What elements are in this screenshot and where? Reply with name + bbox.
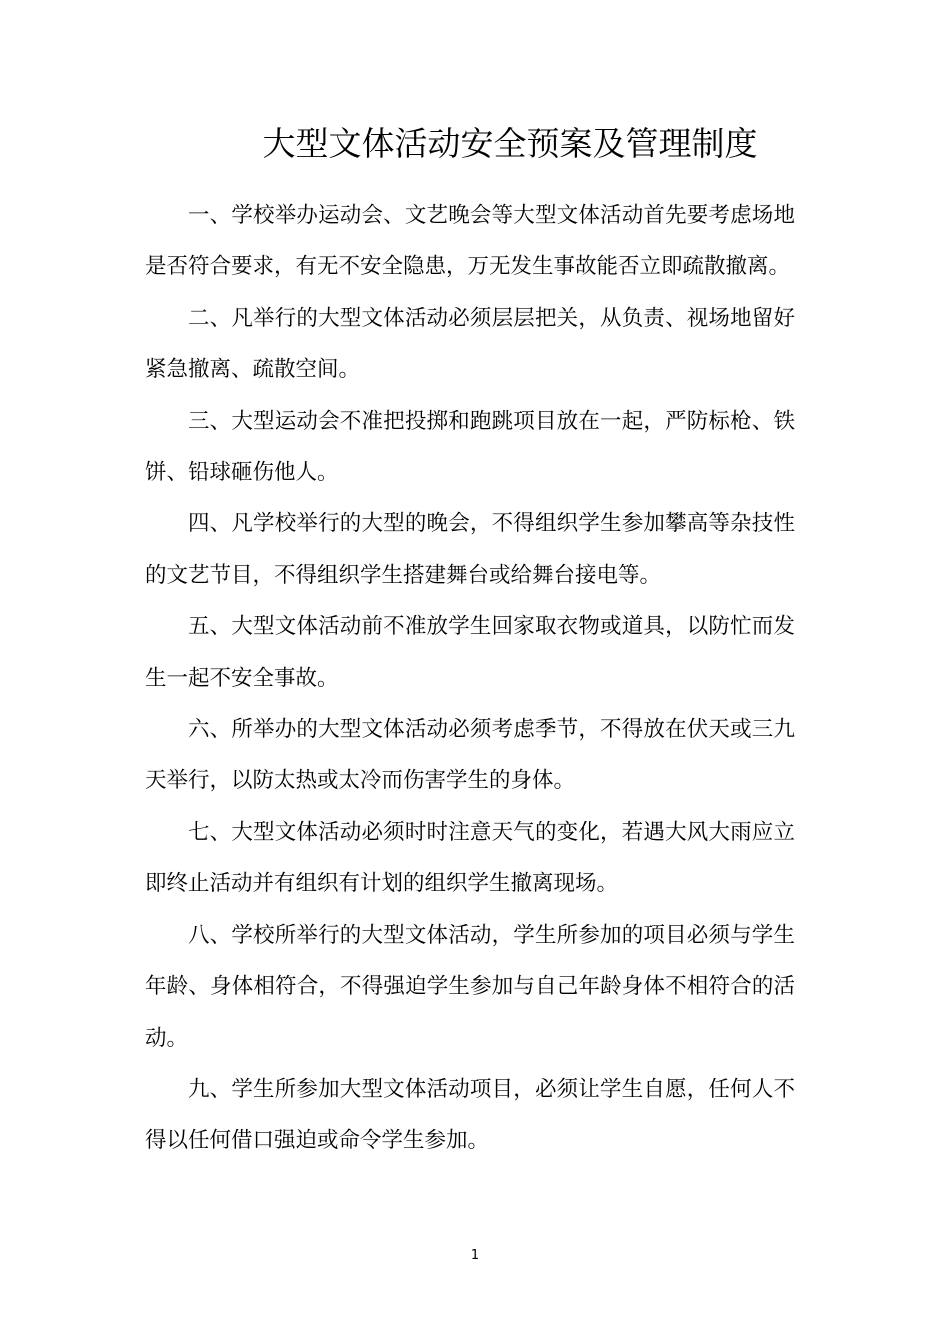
page-number: 1 bbox=[470, 1248, 480, 1263]
paragraph-8: 八、学校所举行的大型文体活动，学生所参加的项目必须与学生年龄、身体相符合，不得强迫学生参加与自己年龄身体不相符合的活动。 bbox=[145, 922, 795, 1051]
document-title: 大型文体活动安全预案及管理制度 bbox=[262, 124, 758, 163]
paragraph-5: 五、大型文体活动前不准放学生回家取衣物或道具，以防忙而发生一起不安全事故。 bbox=[145, 614, 795, 691]
paragraph-1: 一、学校举办运动会、文艺晚会等大型文体活动首先要考虑场地是否符合要求，有无不安全隐患，万无发生事故能否立即疏散撤离。 bbox=[145, 203, 795, 280]
paragraph-9: 九、学生所参加大型文体活动项目，必须让学生自愿，任何人不得以任何借口强迫或命令学生参加。 bbox=[145, 1076, 795, 1154]
document-body bbox=[145, 190, 795, 1167]
paragraph-3: 三、大型运动会不准把投掷和跑跳项目放在一起，严防标枪、铁饼、铅球砸伤他人。 bbox=[145, 408, 795, 486]
paragraph-4: 四、凡学校举行的大型的晚会，不得组织学生参加攀高等杂技性的文艺节目，不得组织学生搭建舞台或给舞台接电等。 bbox=[145, 511, 795, 588]
paragraph-6: 六、所举办的大型文体活动必须考虑季节，不得放在伏天或三九天举行，以防太热或太冷而伤害学生的身体。 bbox=[145, 717, 795, 794]
paragraph-7: 七、大型文体活动必须时时注意天气的变化，若遇大风大雨应立即终止活动并有组织有计划的组织学生撤离现场。 bbox=[145, 819, 795, 897]
paragraph-2: 二、凡举行的大型文体活动必须层层把关，从负责、视场地留好紧急撤离、疏散空间。 bbox=[145, 305, 795, 383]
